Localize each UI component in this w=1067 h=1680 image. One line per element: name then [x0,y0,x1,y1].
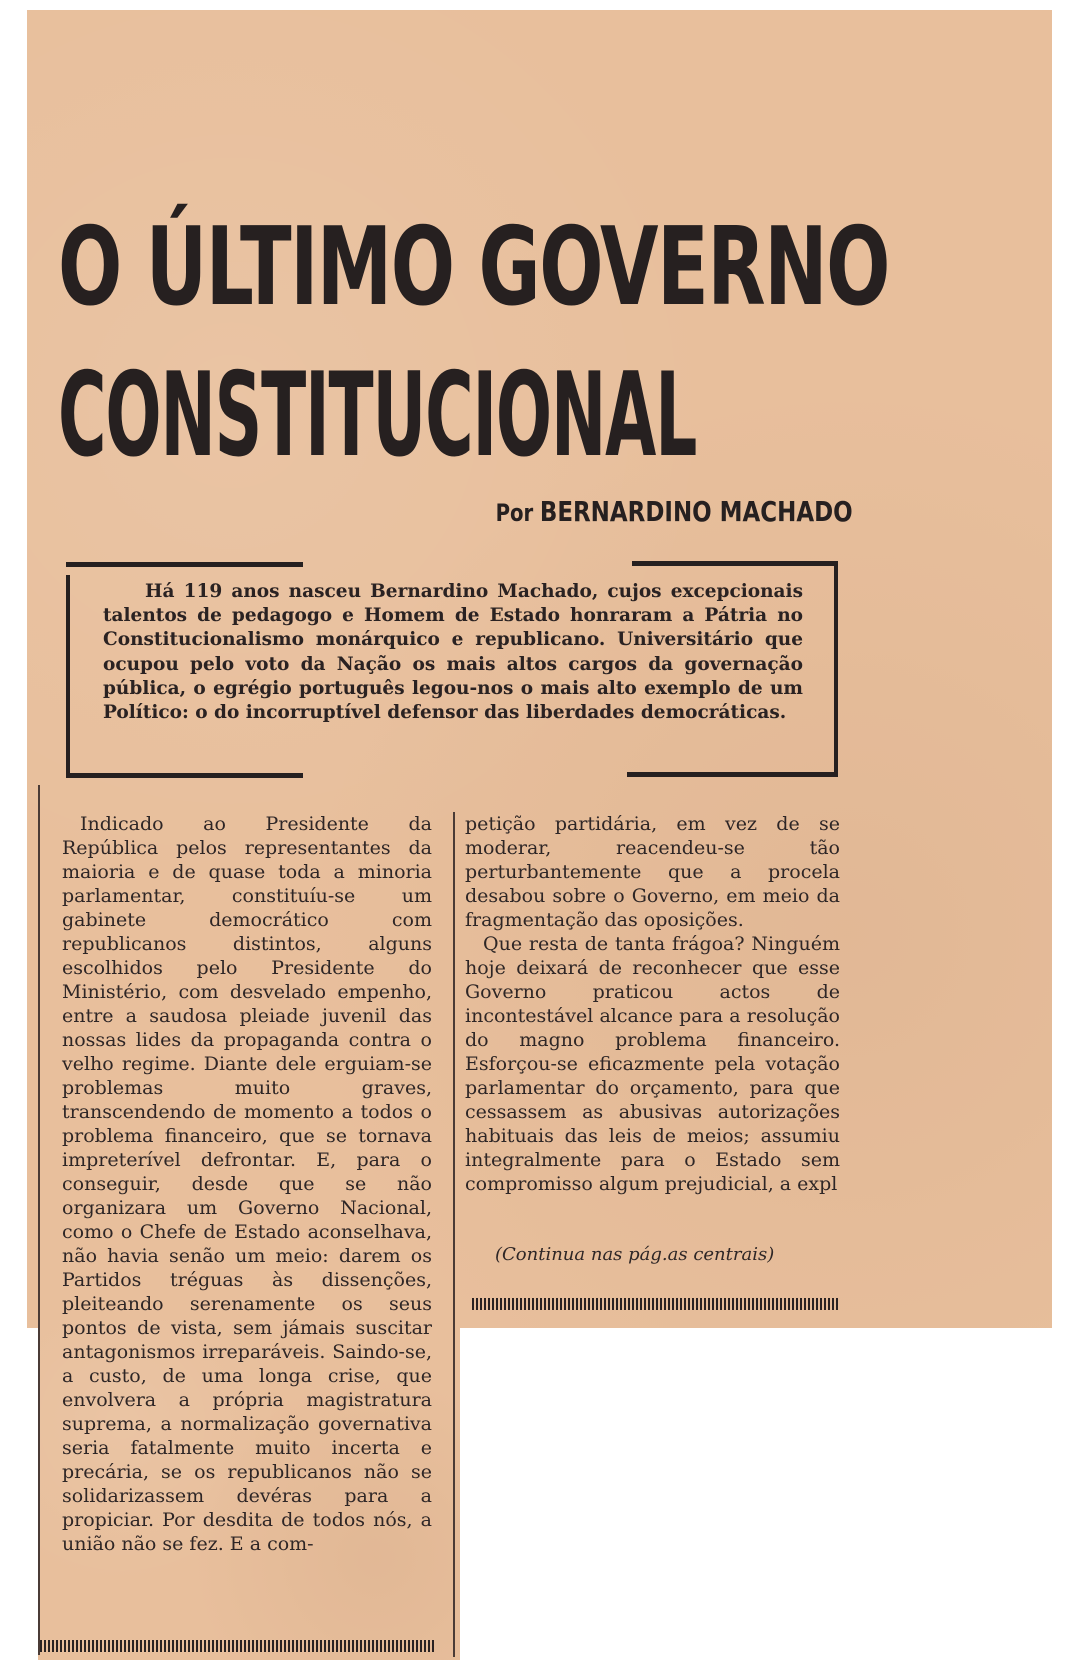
column-divider [453,812,455,1657]
intro-box-rule [66,773,303,778]
intro-box-rule [66,575,70,777]
headline-line-2: CONSTITUCIONAL [58,348,697,483]
article-column-left: Indicado ao Presidente da República pelos representantes da maioria e de quase toda a minoria parlamentar, constituíu-se um gabinete democrático com republicanos distintos, alguns escolhidos pelo Presidente do Ministério, com desvelado empenho, entre a saudosa pleiade juvenil das nossas lides da propaganda contra o velho regime. Diante dele erguiam-se problemas muito graves, transcendendo de momento a todos o problema financeiro, que se tornava impreterível defrontar. E, para o conseguir, desde que se não organizara um Governo Nacional, como o Chefe de Estado aconselhava, não havia senão um meio: darem os Partidos tréguas às dissenções, pleiteando serenamente os seus pontos de vista, sem jámais suscitar antagonismos irreparáveis. Saindo-se, a custo, de uma longa crise, que envolvera a própria magistratura suprema, a normalização governativa seria fatalmente muito incerta e precária, se os republicanos não se solidarizassem devéras para a propiciar. Por desdita de todos nós, a união não se fez. E a com- [62,813,432,1555]
byline [495,495,853,528]
decorative-rule [40,1640,435,1652]
article-paragraph: Que resta de tanta frágoa? Ninguém hoje deixará de reconhecer que esse Governo praticou actos de incontestável alcance para a resolução do magno problema financeiro. Esforçou-se eficazmente pela votação parlamentar do orçamento, para que cessassem as abusivas autorizações habituais das leis de meios; assumiu integralmente para o Estado sem compromisso algum prejudicial, a expl [465,933,840,1195]
article-column-right [465,812,840,1196]
byline-prefix: Por [495,499,534,527]
intro-summary: Há 119 anos nasceu Bernardino Machado, cujos excepcionais talentos de pedagogo e Homem de Estado honraram a Pátria no Constitucionalismo monárquico e republicano. Universitário que ocupou pelo voto da Nação os mais altos cargos da governação pública, o egrégio português legou-nos o mais alto exemplo de um Político: o do incorruptível defensor das liberdades democráticas. [103,581,803,724]
headline-line-1: O ÚLTIMO GOVERNO [58,205,889,330]
intro-box-rule [66,562,303,567]
column-rule [38,785,40,1655]
intro-box-rule [632,561,838,566]
intro-box-rule [627,772,838,777]
byline-author: BERNARDINO MACHADO [539,495,853,528]
article-paragraph: petição partidária, em vez de se moderar, reacendeu-se tão perturbantemente que a procela desabou sobre o Governo, em meio da fragmentação das oposições. [465,813,840,931]
intro-box-rule [834,563,838,775]
decorative-rule [472,1298,840,1310]
continued-note: (Continua nas pág.as centrais) [495,1244,775,1265]
